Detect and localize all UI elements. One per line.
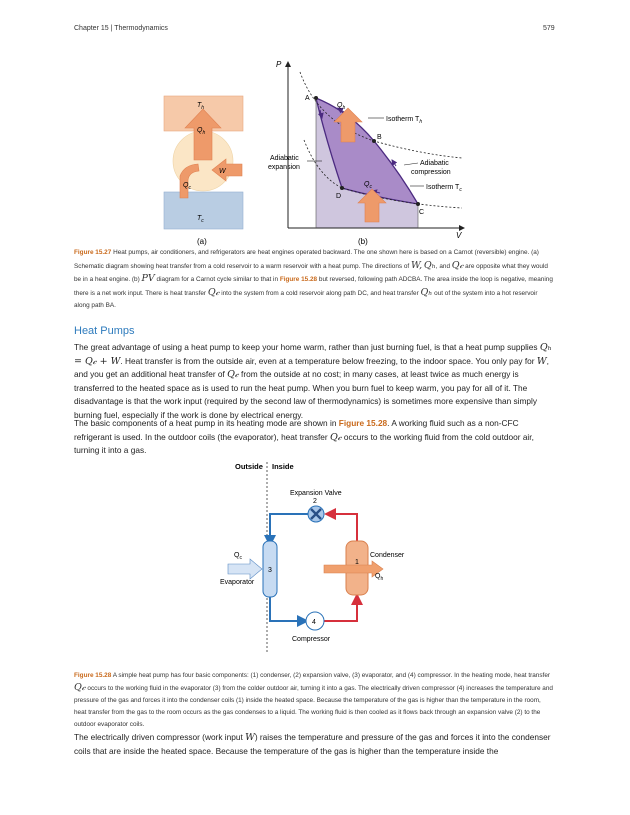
label-isotherm-tc: Isotherm $T_c$ xyxy=(426,184,462,193)
point-b xyxy=(372,139,376,143)
label-point-a: A xyxy=(305,95,310,102)
figure-15-28-caption: Figure 15.28 A simple heat pump has four basic components: (1) condenser, (2) expansion valve, (3) evaporator, and (4) compressor. In the heating mode, heat transfer Q𝒸 occurs to the working fluid in the evaporator (3) from the colder outdoor air, turning it into a gas. The electrically driven compressor (4) increases the temperature and pressure of the gas and forces it into the condenser coils (1) inside the heated space. Because the temperature of the gas is higher than the temperature in the room, heat transfer from the gas to the room occurs as the gas condenses to a liquid. The working fluid is then cooled as it flows back through an expansion valve (2) to the outdoor evaporator coils. xyxy=(74,672,553,728)
label-adiabatic-expansion-1: Adiabatic xyxy=(270,155,299,162)
label-adiabatic-expansion-2: expansion xyxy=(268,164,300,171)
label-qc-b: $Q_c$ xyxy=(364,181,372,190)
pipe-condenser-to-valve xyxy=(326,514,357,542)
label-adiabatic-compression-1: Adiabatic xyxy=(420,160,449,167)
pipe-evaporator-to-compressor xyxy=(270,597,307,621)
label-qh: $Q_h$ xyxy=(375,573,384,582)
paragraph-compressor: The electrically driven compressor (work input W) raises the temperature and pressure of the gas and forces it into the condenser coils that are inside the heated space. Because the temperature of the gas is higher than the temperature inside the xyxy=(74,732,551,756)
label-n3: 3 xyxy=(268,567,272,574)
figure-a-schematic xyxy=(164,96,243,246)
pipe-valve-to-evaporator xyxy=(270,514,308,545)
label-adiabatic-compression-2: compression xyxy=(411,169,451,176)
label-tc: $T_c$ xyxy=(197,215,204,224)
label-n4: 4 xyxy=(312,619,316,626)
label-w: W xyxy=(219,168,226,175)
point-d xyxy=(340,186,344,190)
label-isotherm-th: Isotherm $T_h$ xyxy=(386,116,423,125)
figure-15-28 xyxy=(210,455,430,660)
label-expansion-valve: Expansion Valve xyxy=(290,490,342,497)
label-point-d: D xyxy=(336,193,342,200)
point-c xyxy=(416,202,420,206)
label-qh-b: $Q_h$ xyxy=(337,102,346,111)
label-compressor: Compressor xyxy=(292,636,331,643)
label-v: V xyxy=(456,231,462,240)
paragraph-heat-pump-advantage: The great advantage of using a heat pump to keep your home warm, rather than just burning fuel, is that a heat pump supplies Qₕ = Q𝒸 + W. Heat transfer is from the outside air, even at a temperature below freezing, to the indoor space. You only pay for W, and you get an additional heat transfer of Q𝒸 from the outside at no cost; in many cases, at least twice as much energy is transferred to the heated space as is used to run the heat pump. When you burn fuel to keep warm, you pay for all of it. The disadvantage is that the work input (required by the second law of thermodynamics) is sometimes more expensive than simply burning fuel, especially if the work is done by electrical energy. xyxy=(74,342,552,420)
label-outside: Outside xyxy=(235,462,263,471)
qc-inflow-arrow xyxy=(228,559,262,579)
label-point-c: C xyxy=(419,209,425,216)
label-evaporator: Evaporator xyxy=(220,579,255,586)
label-condenser: Condenser xyxy=(370,552,405,559)
figure-15-28-link[interactable]: Figure 15.28 xyxy=(279,276,318,283)
label-qc: $Q_c$ xyxy=(234,552,242,561)
figure-15-27-caption: Figure 15.27 Heat pumps, air conditioners, and refrigerators are heat engines operated backward. The one shown here is based on a Carnot (reversible) engine. (a) Schematic diagram showing heat transfer from a cold reservoir to a warm reservoir with a heat pump. The directions of W, Qₕ, and Q𝒸 are opposite what they would be in a heat engine. (b) PV diagram for a Carnot cycle similar to that in Figure 15.28 but reversed, following path ADCBA. The area inside the loop is negative, meaning there is a net work input. There is heat transfer Q𝒸 into the system from a cold reservoir along path DC, and heat transfer Qₕ out of the system into a hot reservoir along path BA. xyxy=(74,249,553,309)
label-th: $T_h$ xyxy=(197,102,205,111)
label-a: (a) xyxy=(197,237,207,246)
figure-b-pv-diagram xyxy=(268,60,464,246)
label-n2: 2 xyxy=(313,498,317,505)
label-qh: $Q_h$ xyxy=(197,127,206,136)
page-number: 579 xyxy=(543,25,555,32)
label-n1: 1 xyxy=(355,559,359,566)
figure-15-27 xyxy=(150,55,480,250)
label-qc: $Q_c$ xyxy=(183,182,191,191)
point-a xyxy=(314,96,318,100)
label-inside: Inside xyxy=(272,462,294,471)
figure-15-28-link-2[interactable]: Figure 15.28 xyxy=(338,418,388,428)
running-header-chapter: Chapter 15 | Thermodynamics xyxy=(74,25,168,32)
paragraph-basic-components: The basic components of a heat pump in its heating mode are shown in Figure 15.28. A working fluid such as a non-CFC refrigerant is used. In the outdoor coils (the evaporator), heat transfer Q𝒸 occurs to the working fluid from the cold outdoor air, turning it into a gas. xyxy=(74,418,534,455)
section-heading: Heat Pumps xyxy=(74,325,135,337)
pipe-compressor-to-condenser xyxy=(324,595,357,621)
label-point-b: B xyxy=(377,134,382,141)
label-b: (b) xyxy=(358,237,368,246)
label-p: P xyxy=(276,60,282,69)
